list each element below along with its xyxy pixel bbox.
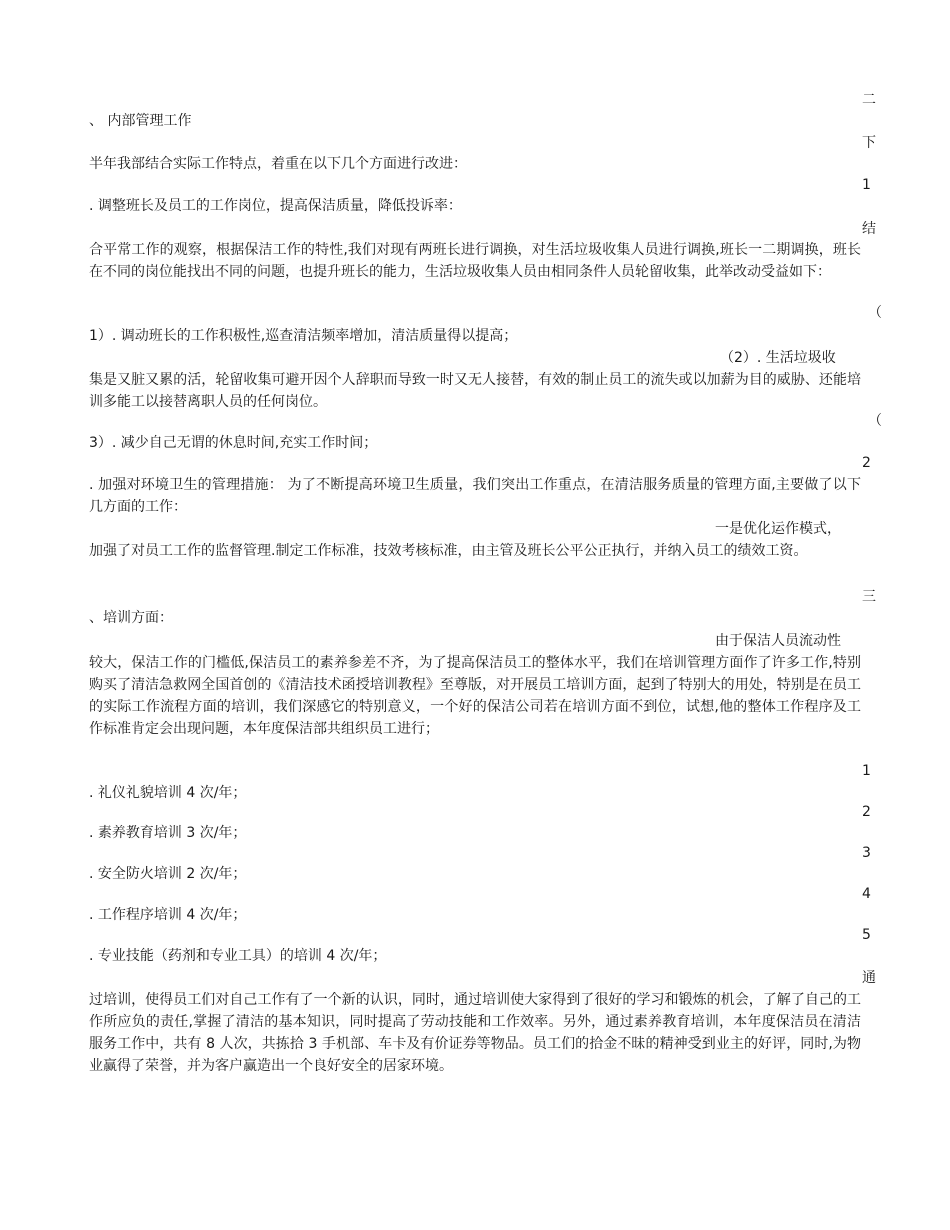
paragraph: 过培训，使得员工们对自己工作有了一个新的认识，同时，通过培训使大家得到了很好的学习和锻炼的机会，了解了自己的工作所应负的责任,掌握了清洁的基本知识，同时提高了劳动技能和工作效率。另外，通过素养教育培训，本年度保洁员在清洁服务工作中，共有 8 人次，共拣拾 3 手机部、车卡及有价证券等物品。员工们的拾金不昧的精神受到业主的好评，同时,为物业赢得了荣誉，并为客户赢造出一个良好安全的居家环境。	[89, 992, 861, 1074]
point-heading: . 调整班长及员工的工作岗位，提高保洁质量，降低投诉率：	[89, 198, 462, 214]
margin-marker: 三	[862, 589, 876, 605]
list-item: 1）. 调动班长的工作积极性,巡查清洁频率增加，清洁质量得以提高；	[89, 328, 518, 344]
section-heading: 、培训方面：	[89, 610, 173, 626]
paragraph-lead: （2）. 生活垃圾收	[720, 350, 836, 366]
paragraph: 较大，保洁工作的门槛低,保洁员工的素养参差不齐，为了提高保洁员工的整体水平，我们在培训管理方面作了许多工作,特别购买了清洁急救网全国首创的《清洁技术函授培训教程》至尊版，对开展员工培训方面，起到了特别大的用处，特别是在员工的实际工作流程方面的培训，我们深感它的特别意义，一个好的保洁公司若在培训方面不到位，试想,他的整体工作程序及工作标准肯定会出现问题，本年度保洁部共组织员工进行；	[89, 655, 861, 737]
paragraph-lead: 由于保洁人员流动性	[715, 633, 841, 649]
margin-marker: 4	[862, 886, 871, 902]
paragraph-lead: 一是优化运作模式，	[715, 521, 841, 537]
list-item: . 安全防火培训 2 次/年；	[89, 866, 247, 882]
margin-marker: 5	[862, 927, 871, 943]
paragraph: 加强了对员工工作的监督管理.制定工作标准，技效考核标准，由主管及班长公平公正执行，并纳入员工的绩效工资。	[89, 543, 808, 559]
paragraph: 集是又脏又累的活，轮留收集可避开因个人辞职而导致一时又无人接替，有效的制止员工的流失或以加薪为目的威胁、还能培训多能工以接替离职人员的任何岗位。	[89, 372, 861, 410]
list-item: . 专业技能（药剂和专业工具）的培训 4 次/年；	[89, 948, 387, 964]
margin-marker: 3	[862, 845, 871, 861]
margin-marker: 1	[862, 177, 871, 193]
margin-marker: 结	[862, 221, 876, 237]
margin-marker: 1	[862, 763, 871, 779]
margin-marker: （	[868, 413, 882, 429]
list-item: 3）. 减少自己无谓的休息时间,充实工作时间；	[89, 435, 378, 451]
margin-marker: 2	[862, 455, 871, 471]
margin-marker: 2	[862, 804, 871, 820]
margin-marker: 下	[862, 135, 876, 151]
margin-marker: 通	[862, 970, 876, 986]
section-intro: 半年我部结合实际工作特点，着重在以下几个方面进行改进：	[89, 156, 467, 172]
list-item: . 素养教育培训 3 次/年；	[89, 825, 247, 841]
section-heading: 、 内部管理工作	[89, 113, 192, 129]
margin-marker: （	[868, 305, 882, 321]
point-heading: . 加强对环境卫生的管理措施： 为了不断提高环境卫生质量，我们突出工作重点，在清洁服务质量的管理方面,主要做了以下几方面的工作：	[89, 477, 861, 515]
list-item: . 工作程序培训 4 次/年；	[89, 907, 247, 923]
list-item: . 礼仪礼貌培训 4 次/年；	[89, 785, 247, 801]
paragraph: 合平常工作的观察，根据保洁工作的特性,我们对现有两班长进行调换，对生活垃圾收集人员进行调换,班长一二期调换，班长在不同的岗位能找出不同的问题，也提升班长的能力，生活垃圾收集人员由相同条件人员轮留收集，此举改动受益如下：	[89, 242, 861, 280]
margin-marker: 二	[862, 92, 876, 108]
